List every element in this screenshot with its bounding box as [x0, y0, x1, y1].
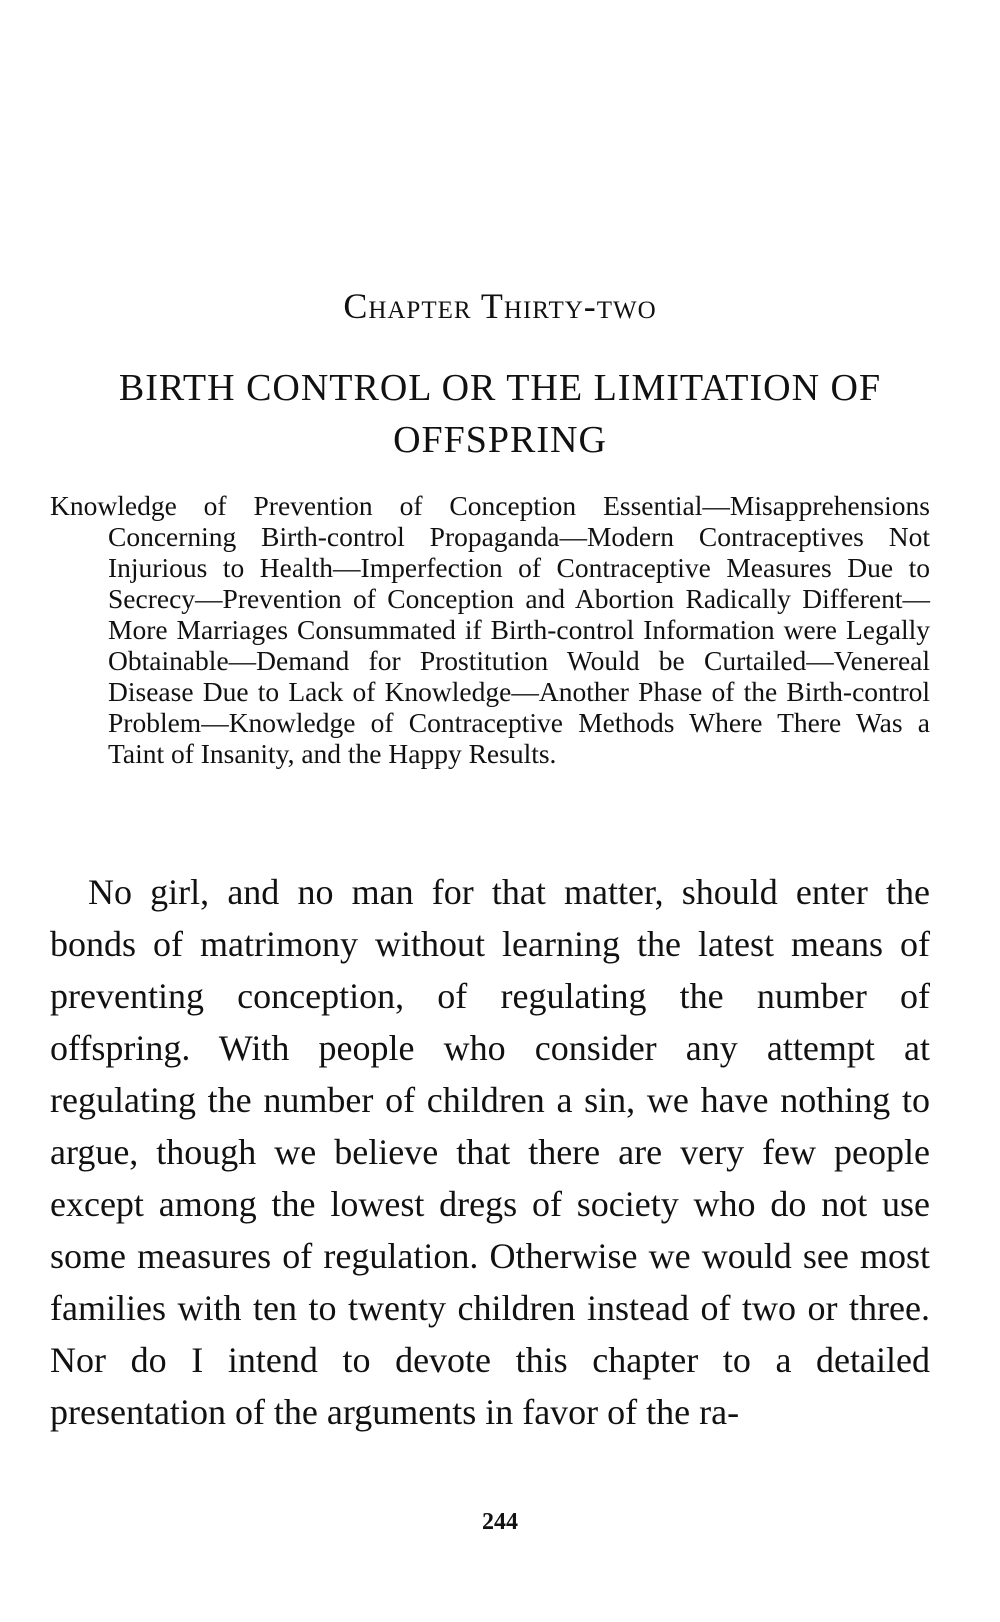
page-number: 244 — [482, 1509, 518, 1535]
body-paragraph: No girl, and no man for that matter, should enter the bonds of matrimony without learning the latest means of preventing conception, of regulating the number of offspring. With people who consider any attempt at regulating the number of children a sin, we have nothing to argue, though we believe that there are very few people except among the lowest dregs of society who do not use some measures of regulation. Otherwise we would see most families with ten to twenty children instead of two or three. Nor do I intend to devote this chapter to a detailed presentation of the arguments in favor of the ra- — [50, 872, 930, 1432]
chapter-label: Chapter Thirty-two — [343, 286, 657, 326]
chapter-synopsis: Knowledge of Prevention of Conception Essential—Misapprehensions Concerning Birth-control Propaganda—Modern Contraceptives Not Injurious to Health—Imperfection of Contraceptive Measures Due to Secrecy—Prevention of Conception and Abortion Radically Different—More Marriages Consummated if Birth-control Information were Legally Obtainable—Demand for Prostitution Would be Curtailed—Venereal Disease Due to Lack of Knowledge—Another Phase of the Birth-control Problem—Knowledge of Contraceptive Methods Where There Was a Taint of Insanity, and the Happy Results. — [50, 490, 930, 769]
chapter-title: BIRTH CONTROL OR THE LIMITATION OF OFFSPRING — [118, 367, 882, 461]
